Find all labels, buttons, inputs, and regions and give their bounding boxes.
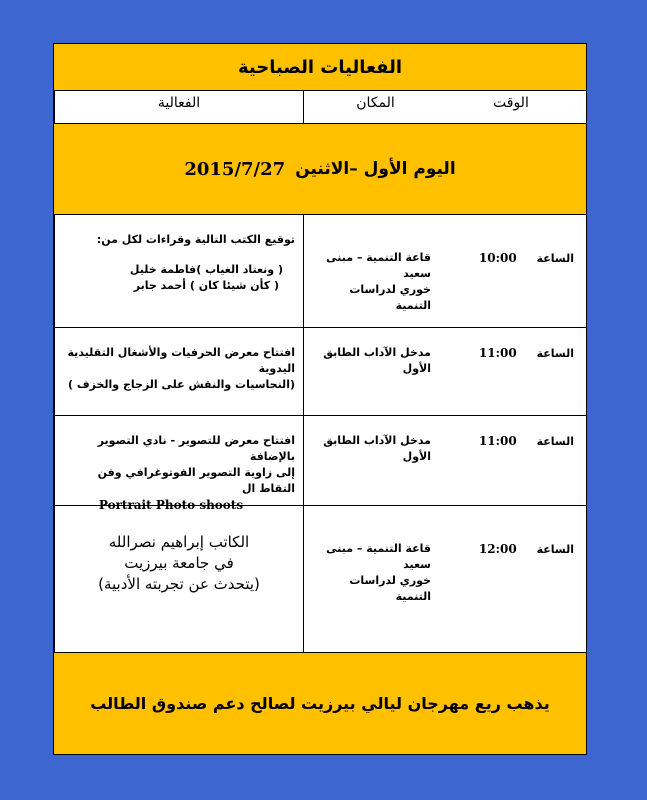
time-cell [447,416,586,505]
header-place: المكان [303,91,447,123]
schedule-sheet [53,43,587,755]
event-line: Portrait Photo shoots [98,498,244,512]
time-prefix: الساعة [536,347,574,360]
footer-banner [54,652,586,754]
table-row [54,328,586,416]
place-cell [303,215,447,327]
place-cell [303,416,447,505]
time-prefix: الساعة [536,252,574,265]
event-line: ( ونعتاد الغياب )فاطمة خليل [129,263,283,276]
time-value: 10:00 [478,251,517,265]
event-line: توقيع الكتب التالية وقراءات لكل من: [96,233,295,246]
place-cell [303,506,447,652]
event-spacer [63,248,295,262]
schedule-title-text: الفعاليات الصباحية [237,56,403,78]
event-cell [54,215,303,327]
header-event: الفعالية [54,91,303,123]
time-value: 11:00 [478,346,517,360]
schedule-title [54,44,586,91]
place-line: مدخل الآداب الطابق الأول [323,434,431,463]
event-cell [54,506,303,652]
event-cell [54,416,303,512]
day-date: 2015/7/27 [184,158,286,180]
footer-text: يذهب ريع مهرجان ليالي بيرزيت لصالح دعم صندوق الطالب [90,694,550,713]
event-line: (النحاسيات والنقش على الزجاج والخزف ) [68,378,295,391]
table-row [54,506,586,652]
event-line: ( كأن شيئا كان ) أحمد جابر [133,279,279,292]
time-prefix: الساعة [536,543,574,556]
place-line: خوري لدراسات التنمية [349,574,431,603]
time-cell [447,506,586,652]
event-line: إلى زاوية التصوير الفوتوغرافي وفن التقاط ال [97,466,295,495]
table-header-row [54,91,586,124]
day-label: اليوم الأول –الاثنين [295,159,456,179]
day-banner [54,124,586,215]
event-line: افتتاح معرض للتصوير - نادي التصوير بالإضافة [97,434,295,463]
place-line: مدخل الآداب الطابق الأول [323,346,431,375]
place-cell [303,328,447,415]
event-line: (يتحدث عن تجربته الأدبية) [98,575,260,593]
place-line: خوري لدراسات التنمية [349,283,431,312]
table-row [54,215,586,328]
time-value: 11:00 [478,434,517,448]
place-line: قاعة التنمية – مبنى سعيد [326,542,431,571]
time-cell [447,328,586,415]
header-time: الوقت [493,95,529,111]
event-line: افتتاح معرض الحرفيات والأشغال التقليدية اليدوية [67,346,295,375]
event-cell [54,328,303,415]
time-value: 12:00 [478,542,517,556]
time-prefix: الساعة [536,435,574,448]
event-line: الكاتب إبراهيم نصرالله [108,533,250,551]
place-line: قاعة التنمية – مبنى سعيد [326,251,431,280]
event-line: في جامعة بيرزيت [124,554,234,572]
time-cell [447,215,586,327]
table-row [54,416,586,512]
